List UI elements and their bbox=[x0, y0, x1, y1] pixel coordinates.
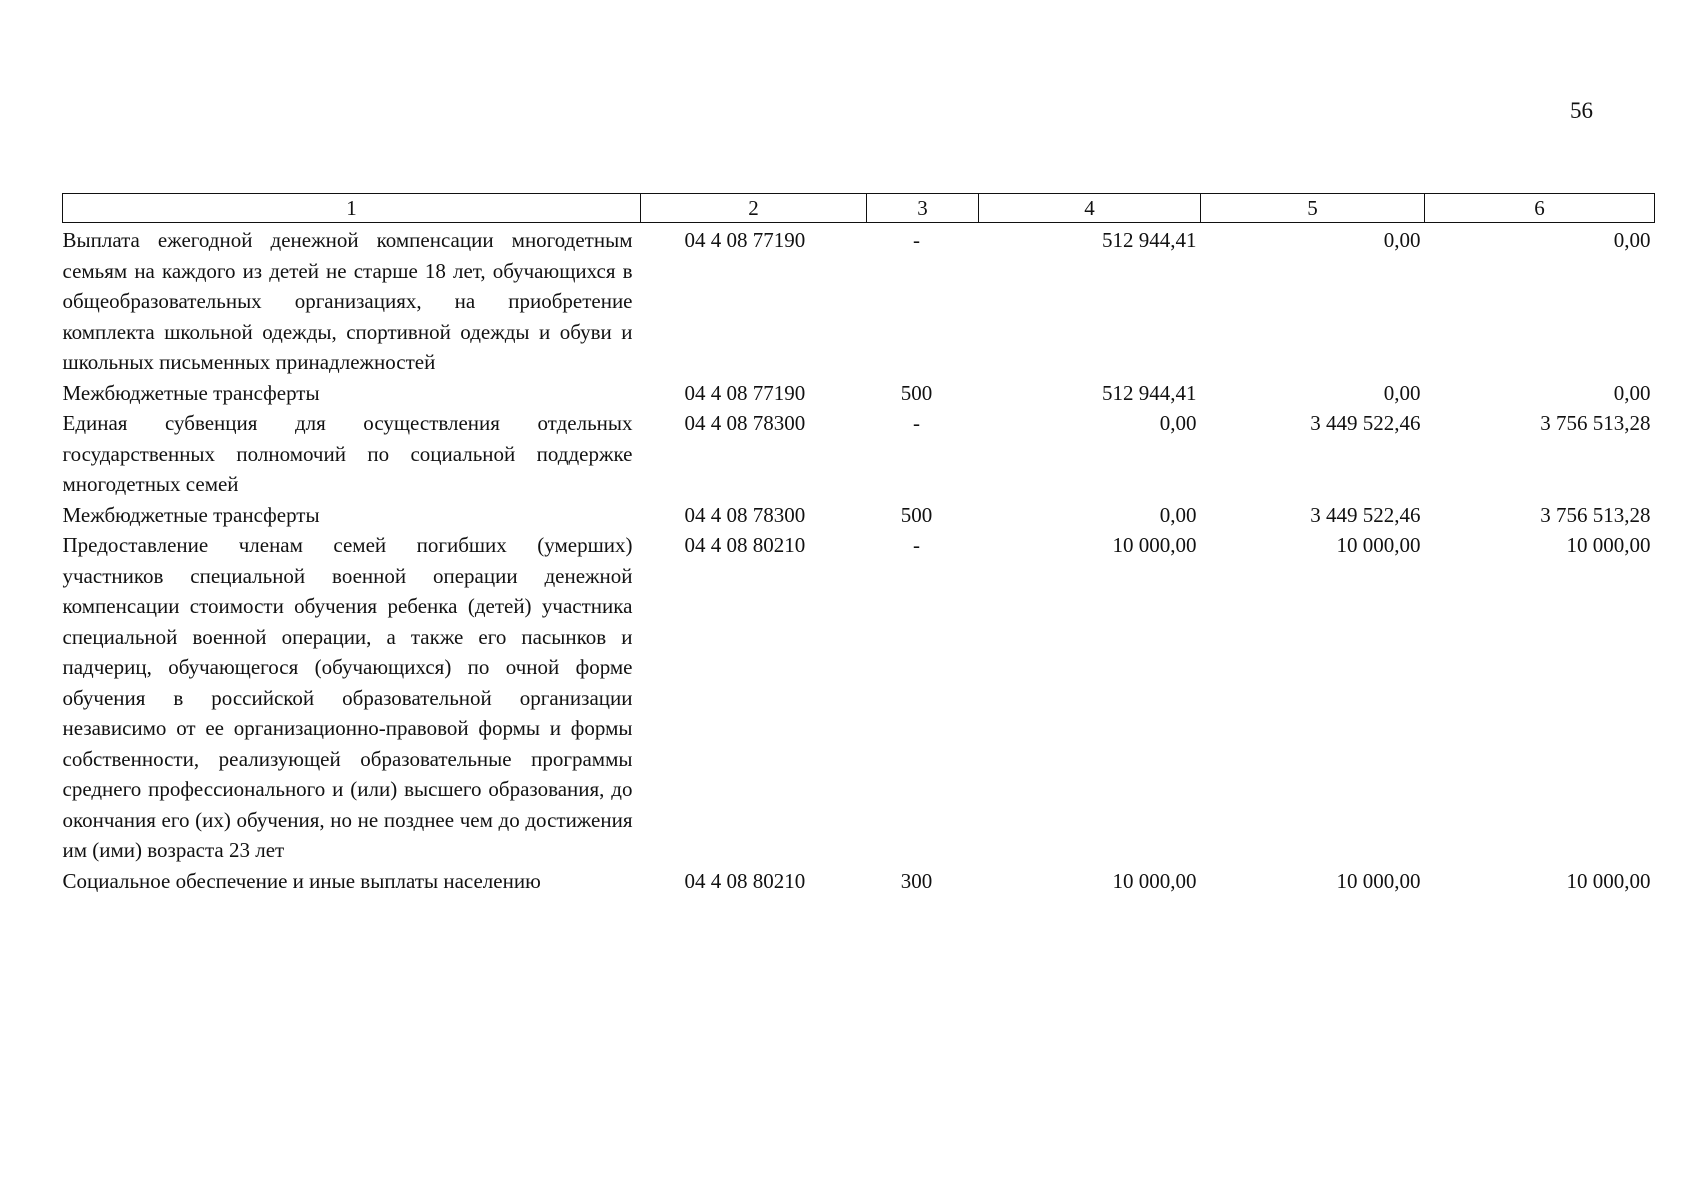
row-code: 04 4 08 78300 bbox=[684, 502, 806, 527]
row-value-6: 3 756 513,28 bbox=[1540, 502, 1651, 527]
row-value-5: 3 449 522,46 bbox=[1310, 502, 1421, 527]
row-name: Социальное обеспечение и иные выплаты населению bbox=[62, 868, 541, 893]
row-expense-type: 500 bbox=[900, 502, 933, 527]
row-value-5: 0,00 bbox=[1383, 228, 1421, 252]
row-expense-type: - bbox=[913, 228, 920, 252]
row-name: Предоставление членам семей погибших (умерших) участников специальной военной операции денежной компенсации стоимости обучения ребенка (детей) участника специальной военной операции, а также его пасынков и падчериц, обучающегося (обучающихся) по очной форме обучения в российской образовательной организации независимо от ее организационно-правовой формы и формы собственности, реализующей образовательные программы среднего профессионального и (или) высшего образования, до окончания его (их) обучения, но не позднее чем до достижения им (ими) возраста 23 лет bbox=[62, 533, 633, 862]
table-row bbox=[63, 223, 1655, 378]
row-value-4: 0,00 bbox=[1159, 502, 1197, 527]
row-code: 04 4 08 78300 bbox=[684, 411, 806, 435]
row-value-6: 10 000,00 bbox=[1566, 868, 1651, 893]
row-value-5: 3 449 522,46 bbox=[1310, 411, 1421, 435]
row-value-4: 10 000,00 bbox=[1112, 533, 1197, 557]
table-row bbox=[63, 500, 1655, 531]
row-value-5: 0,00 bbox=[1383, 380, 1421, 405]
row-value-6: 10 000,00 bbox=[1566, 533, 1651, 557]
row-value-5: 10 000,00 bbox=[1336, 533, 1421, 557]
budget-table bbox=[62, 193, 1655, 896]
column-header-1: 1 bbox=[63, 194, 641, 223]
row-value-4: 0,00 bbox=[1159, 411, 1197, 435]
table-row bbox=[63, 408, 1655, 500]
row-value-4: 512 944,41 bbox=[1102, 380, 1197, 405]
table-row bbox=[63, 530, 1655, 866]
column-header-3: 3 bbox=[867, 194, 979, 223]
table-header-row bbox=[63, 194, 1655, 223]
page-number: 56 bbox=[1570, 98, 1593, 123]
row-name: Выплата ежегодной денежной компенсации многодетным семьям на каждого из детей не старше 18 лет, обучающихся в общеобразовательных организациях, на приобретение комплекта школьной одежды, спортивной одежды и обуви и школьных письменных принадлежностей bbox=[62, 228, 633, 374]
row-name: Межбюджетные трансферты bbox=[62, 380, 320, 405]
column-header-6: 6 bbox=[1425, 194, 1655, 223]
row-expense-type: - bbox=[913, 411, 920, 435]
column-header-4: 4 bbox=[979, 194, 1201, 223]
row-value-4: 10 000,00 bbox=[1112, 868, 1197, 893]
row-code: 04 4 08 77190 bbox=[684, 228, 806, 252]
row-code: 04 4 08 77190 bbox=[684, 380, 806, 405]
row-value-5: 10 000,00 bbox=[1336, 868, 1421, 893]
row-code: 04 4 08 80210 bbox=[684, 868, 806, 893]
column-header-2: 2 bbox=[641, 194, 867, 223]
row-expense-type: - bbox=[913, 533, 920, 557]
table-row bbox=[63, 378, 1655, 409]
row-expense-type: 300 bbox=[900, 868, 933, 893]
row-value-6: 3 756 513,28 bbox=[1540, 411, 1651, 435]
row-name: Межбюджетные трансферты bbox=[62, 502, 320, 527]
row-code: 04 4 08 80210 bbox=[684, 533, 806, 557]
row-value-6: 0,00 bbox=[1613, 380, 1651, 405]
table-row bbox=[63, 866, 1655, 897]
row-name: Единая субвенция для осуществления отдельных государственных полномочий по социальной поддержке многодетных семей bbox=[62, 411, 633, 496]
column-header-5: 5 bbox=[1201, 194, 1425, 223]
row-value-6: 0,00 bbox=[1613, 228, 1651, 252]
row-expense-type: 500 bbox=[900, 380, 933, 405]
row-value-4: 512 944,41 bbox=[1102, 228, 1197, 252]
